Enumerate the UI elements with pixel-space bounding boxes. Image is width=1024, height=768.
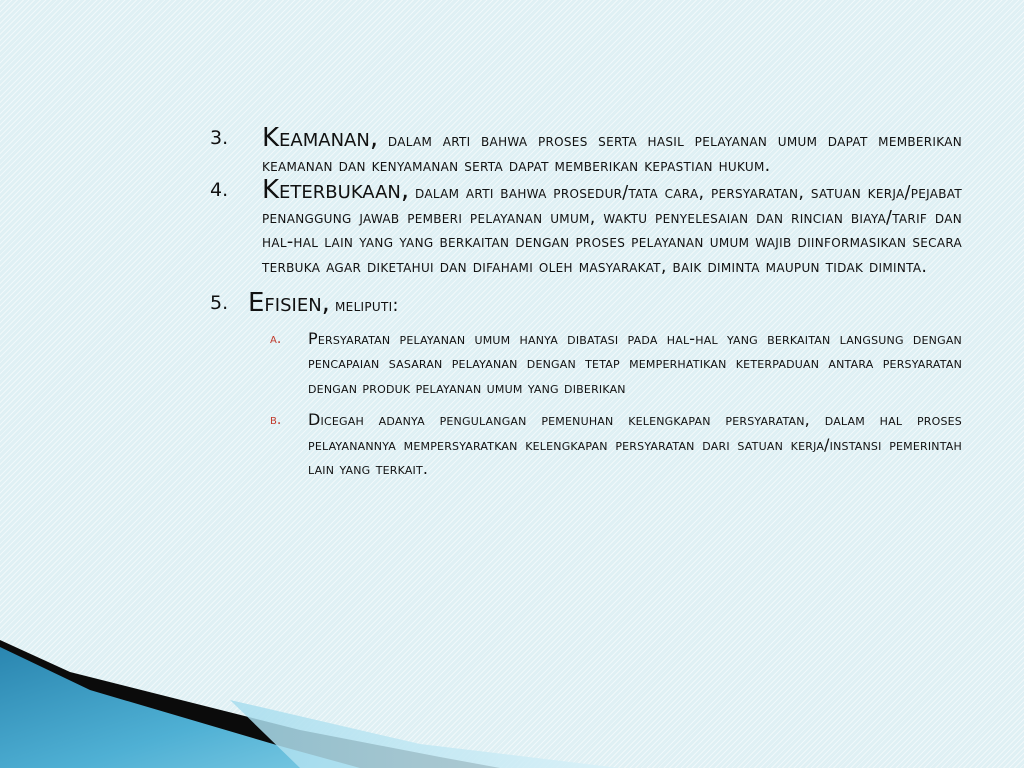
item-heading: Efisien, [248, 288, 330, 318]
sub-item-text: Dicegah adanya pengulangan pemenuhan kelengkapan persyaratan, dalam hal proses pelayanannya mempersyaratkan kelengkapan persyaratan dari satuan kerja/instansi pemerintah lain yang terkait. [308, 410, 962, 478]
sub-item-letter: b. [270, 412, 282, 428]
item-text: meliputi: [335, 296, 399, 316]
item-number: 5. [210, 292, 229, 314]
sub-item-text: Persyaratan pelayanan umum hanya dibatasi pada hal-hal yang berkaitan langsung dengan pencapaian sasaran pelayanan dengan tetap memperhatikan keterpaduan antara persyaratan dengan produk pelayanan umum yang diberikan [308, 328, 962, 397]
item-heading: Keterbukaan, [262, 175, 410, 205]
content-list [210, 123, 962, 482]
list-item-3 [210, 123, 962, 178]
list-item-5 [210, 288, 962, 319]
sub-item-b [210, 408, 962, 482]
sub-item-letter: a. [270, 330, 282, 347]
item-text: dalam arti bahwa proses serta hasil pelayanan umum dapat memberikan keamanan dan kenyamanan serta dapat memberikan kepastian hukum. [262, 131, 962, 176]
list-item-4 [210, 175, 962, 279]
sub-item-a [210, 327, 962, 401]
item-text: dalam arti bahwa prosedur/tata cara, persyaratan, satuan kerja/pejabat penanggung jawab pemberi pelayanan umum, waktu penyelesaian dan rincian biaya/tarif dan hal-hal lain yang yang berkaitan dengan proses pelayanan umum wajib diinformasikan secara terbuka agar diketahui dan difahami oleh masyarakat, baik diminta maupun tidak diminta. [262, 183, 962, 277]
item-number: 3. [210, 127, 229, 149]
item-heading: Keamanan, [262, 123, 379, 153]
item-number: 4. [210, 179, 229, 201]
